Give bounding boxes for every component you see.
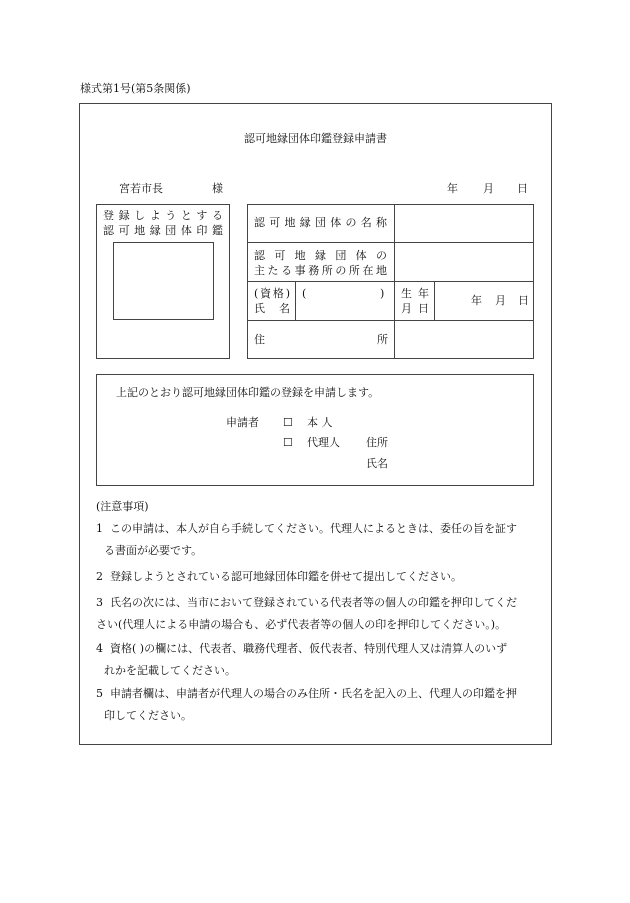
application-statement: 上記のとおり認可地縁団体印鑑の登録を申請します。: [116, 386, 380, 399]
qualification-open-paren: (: [302, 287, 307, 300]
notes-heading: (注意事項): [96, 500, 149, 513]
address-label-left: 住: [254, 333, 265, 346]
note-line2: れかを記載してください。: [104, 664, 236, 677]
note-line2: 印してください。: [104, 709, 192, 722]
option-self-label: 本 人: [307, 416, 333, 429]
birth-month-label: 月: [495, 294, 506, 307]
addressee-name: 宮若市長: [119, 182, 163, 195]
office-location-field[interactable]: [396, 244, 532, 280]
address-field[interactable]: [396, 322, 532, 358]
date-year-label: 年: [447, 182, 458, 195]
representative-name-field[interactable]: [297, 283, 393, 319]
birth-label-line2: 月日: [401, 302, 429, 315]
note-line2: る書面が必要です。: [104, 544, 203, 557]
birth-date-field[interactable]: [436, 283, 532, 319]
addressee-honorific: 様: [212, 182, 223, 195]
note-number: 2: [96, 570, 103, 583]
office-label-line1: 認可地縁団体の: [254, 249, 387, 262]
checkbox-agent[interactable]: ☐: [283, 436, 293, 449]
birth-label-line1: 生年: [401, 287, 429, 300]
date-month-label: 月: [483, 182, 494, 195]
note-line2: さい(代理人による申請の場合も、必ず代表者等の個人の印を押印してください。)。: [96, 618, 507, 631]
note-item-2: [96, 570, 548, 584]
note-line1: この申請は、本人が自ら手続してください。代理人によるときは、委任の旨を証す: [110, 522, 517, 535]
seal-label-line2: 認可地縁団体印鑑: [103, 224, 223, 237]
agent-address-label: 住所: [366, 436, 388, 449]
org-name-field[interactable]: [396, 205, 532, 241]
birth-year-label: 年: [471, 294, 482, 307]
applicant-label: 申請者: [226, 416, 259, 429]
form-title: 認可地縁団体印鑑登録申請書: [244, 132, 387, 145]
seal-impression-area[interactable]: [113, 242, 214, 320]
name-label: 氏名: [254, 302, 290, 315]
office-label-line2: 主たる事務所の所在地: [254, 264, 387, 277]
checkbox-self[interactable]: ☐: [283, 416, 293, 429]
qualification-close-paren: ): [380, 287, 385, 300]
agent-name-label: 氏名: [366, 457, 388, 470]
note-number: 4: [96, 642, 103, 655]
address-label-right: 所: [377, 333, 388, 346]
seal-label-line1: 登録しようとする: [103, 209, 223, 222]
note-item-1: [96, 522, 548, 558]
note-line1: 申請者欄は、申請者が代理人の場合のみ住所・氏名を記入の上、代理人の印鑑を押: [110, 687, 517, 700]
note-number: 5: [96, 687, 103, 700]
note-number: 3: [96, 596, 103, 609]
option-agent-label: 代理人: [307, 436, 340, 449]
note-item-4: [96, 642, 548, 678]
org-name-label: 認可地縁団体の名称: [254, 216, 387, 229]
note-line1: 登録しようとされている認可地縁団体印鑑を併せて提出してください。: [110, 570, 462, 583]
note-item-3: [96, 596, 548, 632]
birth-day-label: 日: [518, 294, 529, 307]
date-day-label: 日: [517, 182, 528, 195]
note-line1: 資格( )の欄には、代表者、職務代理者、仮代表者、特別代理人又は清算人のいず: [110, 642, 508, 655]
note-number: 1: [96, 522, 103, 535]
note-line1: 氏名の次には、当市において登録されている代表者等の個人の印鑑を押印してくだ: [110, 596, 517, 609]
note-item-5: [96, 687, 548, 723]
qualification-label: (資格): [254, 287, 290, 300]
form-number: 様式第1号(第5条関係): [80, 82, 191, 95]
